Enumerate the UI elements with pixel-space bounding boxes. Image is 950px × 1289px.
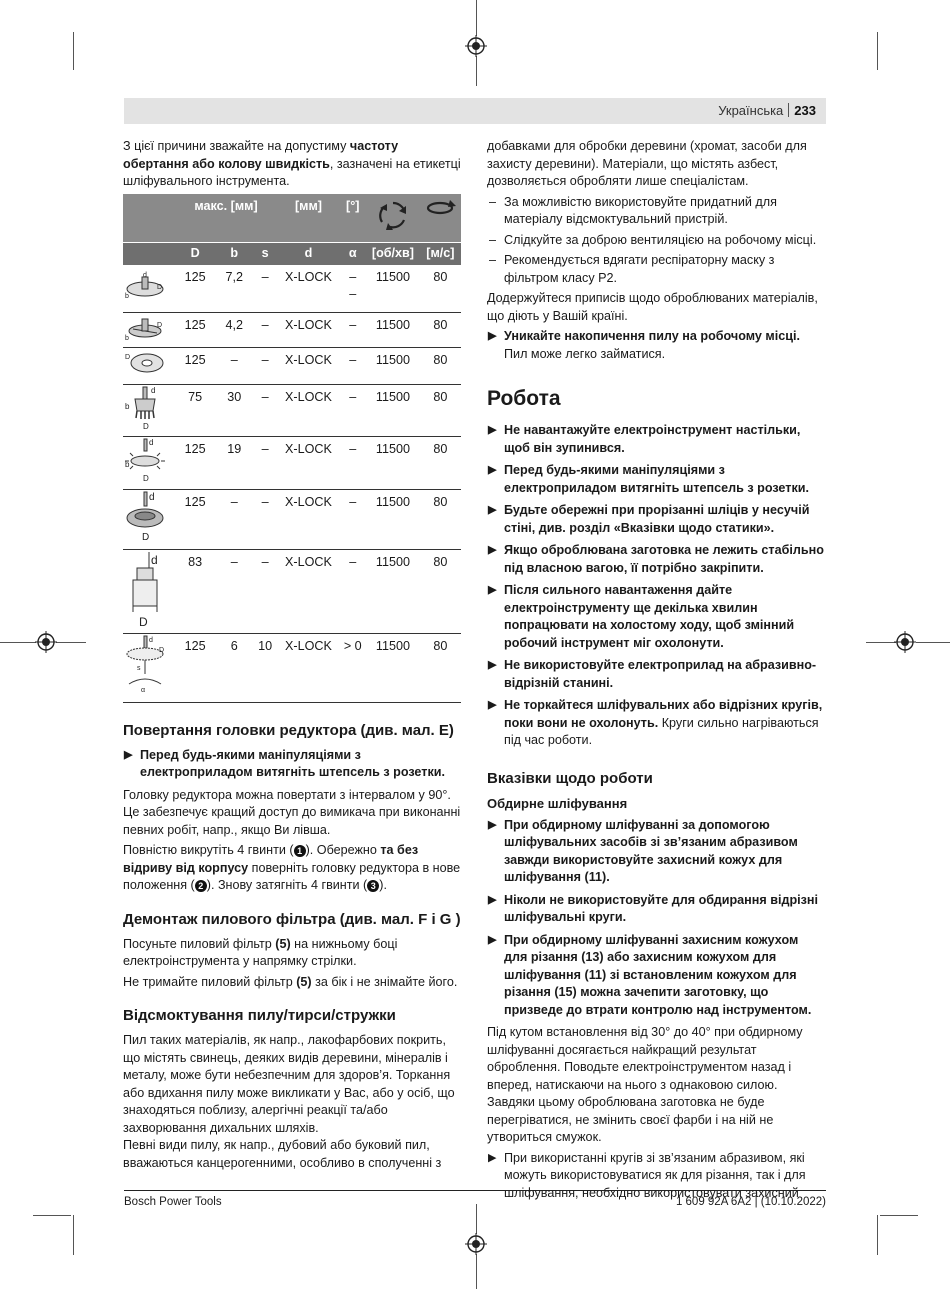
paragraph [123, 842, 461, 895]
grinding-disc-icon [123, 265, 175, 313]
warning-item [487, 422, 825, 457]
svg-text:d: d [151, 385, 156, 395]
section-title-gear-head: Повертання головки редуктора (див. мал. E) [123, 721, 454, 739]
warning-triangle-icon: ▶ [488, 584, 497, 596]
cell-alpha: – [339, 549, 366, 634]
warning-triangle-icon: ▶ [488, 893, 497, 906]
conical-brush-icon [123, 489, 175, 549]
warning-text: Не використовуйте електроприлад на абразивно-відрізній станині. [504, 658, 817, 690]
col-b: b [216, 242, 253, 265]
cell-ms: 80 [420, 549, 461, 634]
cell-D: 125 [175, 634, 216, 703]
cell-rpm: 11500 [366, 313, 420, 348]
warning-triangle-icon: ▶ [488, 424, 497, 436]
table-row [123, 384, 461, 437]
cell-D: 125 [175, 265, 216, 313]
paragraph [123, 936, 461, 971]
cell-b: 6 [216, 634, 253, 703]
warning-text: Перед будь-якими маніпуляціями з електропpиладом витягніть штепсель з розетки. [504, 463, 809, 495]
warning-text: Після сильного навантаження дайте електроінструменту ще декілька хвилин попрацювати на холостому ходу, щоб змінний робочий інструмент міг охолонути. [504, 583, 795, 650]
paragraph: Певні види пилу, як напр., дубовий або буковий пил, вважаються канцерогенними, особливо в сполученні з [123, 1138, 442, 1170]
crop-mark [0, 642, 36, 643]
table-row [123, 347, 461, 384]
table-row [123, 489, 461, 549]
table-row [123, 549, 461, 634]
crop-mark [866, 642, 896, 643]
crop-mark [33, 1215, 71, 1216]
warning-item [487, 657, 825, 692]
col-ms: [м/с] [420, 242, 461, 265]
col-alpha: α [339, 242, 366, 265]
svg-text:D: D [159, 647, 165, 654]
cup-brush-icon [123, 384, 175, 437]
cell-d: X-LOCK [278, 384, 340, 437]
svg-text:α: α [141, 687, 146, 694]
warning-item [123, 747, 461, 782]
page-header [124, 98, 826, 124]
text: ). Знову затягніть 4 гвинти ( [206, 878, 368, 892]
cell-b: 7,2 [216, 265, 253, 313]
crop-mark [476, 0, 477, 36]
cell-ms: 80 [420, 437, 461, 490]
flap-disc-icon [123, 313, 175, 348]
cell-D: 125 [175, 437, 216, 490]
warning-item [487, 542, 825, 577]
cell-alpha: – [339, 489, 366, 549]
paragraph: Під кутом встановлення від 30° до 40° при обдирному шліфуванні досягається найкращий результат оброблення. Поводьте електроінструментом назад і вперед, натискаючи на нього з однаковою силою. Завдяки цьому оброблювана заготовка не буде перегріватися, не змінить своєї фарби і на ній не утвориться смужок. [487, 1025, 803, 1144]
cell-ms: 80 [420, 313, 461, 348]
col-rpm: [об/хв] [366, 242, 420, 265]
intro-text: З цієї причини зважайте на допустиму [123, 139, 350, 153]
text-bold: (5) [296, 974, 312, 989]
intro-text-end: , зазначені на етикетці шліфувального інструмента. [123, 156, 461, 188]
text: за бік і не знімайте його. [311, 974, 458, 989]
footer-publisher: Bosch Power Tools [124, 1196, 222, 1208]
registration-mark-icon [465, 1233, 487, 1255]
cell-s: 10 [253, 634, 278, 703]
header-mm: [мм] [278, 194, 340, 243]
text-bold: та без відриву від корпусу [123, 843, 419, 875]
warning-triangle-icon: ▶ [488, 464, 497, 476]
cell-alpha: – [339, 313, 366, 348]
left-column [123, 138, 461, 1175]
warning-text: Не торкайтеся шліфувальних або відрізних кругів, поки вони не охолонуть. [504, 698, 823, 730]
table-row [123, 265, 461, 313]
registration-mark-icon [35, 631, 57, 653]
list-item-text: Слідкуйте за доброю вентиляцією на робочому місці. [504, 232, 817, 247]
cell-rpm: 11500 [366, 265, 420, 313]
cell-b: 30 [216, 384, 253, 437]
text-bold: (5) [275, 936, 291, 951]
warning-item [487, 502, 825, 537]
crop-mark [56, 642, 86, 643]
warning-item [487, 817, 825, 887]
cell-rpm: 11500 [366, 384, 420, 437]
svg-text:D: D [142, 532, 150, 543]
text: Посуньте пиловий фільтр [123, 936, 276, 951]
warning-item [487, 697, 825, 750]
section-title-dust-extraction: Відсмоктування пилу/тирси/стружки [123, 1007, 396, 1024]
cell-b: 4,2 [216, 313, 253, 348]
intro-paragraph [123, 138, 461, 191]
core-bit-icon [123, 549, 175, 634]
crop-mark [916, 642, 950, 643]
crop-mark [476, 56, 477, 86]
callout-number: 2 [195, 880, 207, 892]
svg-text:d: d [149, 438, 154, 447]
paragraph: добавками для обробки деревини (хромат, засоби для захисту деревини). Матеріали, що містять азбест, дозволяється обробляти лише спеціалістам. [487, 139, 807, 188]
callout-number: 1 [294, 845, 306, 857]
paragraph [123, 974, 461, 992]
svg-text:D: D [157, 322, 163, 329]
header-degree: [°] [339, 194, 366, 243]
warning-text: При обдирному шліфуванні захисним кожухом для різання (13) або захисним кожухом для шліфування (11) зі встановленим кожухом для різання (15) можна зачепити заготовку, що призведе до втрати контролю над інструментом. [504, 932, 812, 1017]
section-title-work-tips: Вказівки щодо роботи [487, 769, 653, 787]
list-item: – За можливістю використовуйте придатний для матеріалу відсмоктувальний пристрій. [489, 194, 777, 226]
svg-text:s: s [137, 665, 141, 672]
svg-text:b: b [125, 292, 129, 300]
right-column [487, 138, 825, 1207]
cell-ms: 80 [420, 489, 461, 549]
warning-text: При використанні кругів зі зв’язаним абразивом, які можуть використовуватися як для різання, так і для шліфування, необхідно використовувати захисний [504, 1150, 806, 1200]
cell-d: X-LOCK [278, 549, 340, 634]
text: на нижньому боці електроінструмента у напрямку стрілки. [123, 936, 398, 968]
cell-b: 19 [216, 437, 253, 490]
list-item: – Слідкуйте за доброю вентиляцією на робочому місці. [489, 232, 817, 247]
warning-text: Будьте обережні при прорізанні шліців у несучій стіні, див. розділ «Вказівки щодо статики». [504, 503, 810, 535]
warning-triangle-icon: ▶ [488, 504, 497, 516]
paragraph: Головку редуктора можна повертати з інтервалом у 90°. Це забезпечує кращий доступ до вимикача при виконанні певних робіт, напр., якщо Ви лівша. [123, 787, 461, 837]
wire-wheel-icon [123, 437, 175, 490]
crop-mark [880, 1215, 918, 1216]
cell-b: – [216, 549, 253, 634]
header-label [718, 102, 816, 120]
table-subheader-row [123, 242, 461, 265]
warning-triangle-icon: ▶ [488, 544, 497, 556]
crop-mark [73, 1215, 74, 1255]
footer-doc-id: 1 609 92A 6A2 | (10.10.2022) [675, 1196, 826, 1208]
col-d: d [278, 242, 340, 265]
warning-triangle-icon: ▶ [124, 748, 133, 761]
warning-triangle-icon: ▶ [488, 330, 497, 342]
svg-text:b: b [125, 335, 129, 341]
cell-D: 125 [175, 313, 216, 348]
cell-ms: 80 [420, 634, 461, 703]
cell-s: – [253, 549, 278, 634]
section-title-dust-filter: Демонтаж пилового фільтра (див. мал. F і G ) [123, 910, 461, 928]
svg-text:D: D [143, 421, 149, 431]
diamond-blade-icon [123, 634, 175, 703]
table-row [123, 313, 461, 348]
warning-text: Перед будь-якими маніпуляціями з електроприладом витягніть штепсель з розетки. [140, 747, 445, 779]
page-footer [124, 1190, 826, 1208]
warning-text: Не навантажуйте електроінструмент настільки, щоб він зупинився. [504, 423, 801, 455]
subsection-title-rough-grinding: Обдирне шліфування [487, 795, 628, 811]
warning-item [487, 582, 825, 652]
callout-number: 3 [367, 880, 379, 892]
warning-text: Якщо оброблювана заготовка не лежить стабільно під власною вагою, її потрібно закріпити. [504, 543, 824, 575]
cell-b: – [216, 347, 253, 384]
warning-triangle-icon: ▶ [488, 699, 497, 711]
list-item-text: Рекомендується вдягати респіраторну маску з фільтром класу P2. [504, 253, 775, 285]
crop-mark [73, 32, 74, 70]
warning-triangle-icon: ▶ [488, 1151, 497, 1164]
warning-item [487, 892, 825, 927]
page-number: 233 [794, 103, 816, 118]
cell-alpha: > 0 [339, 634, 366, 703]
cell-ms: 80 [420, 347, 461, 384]
section-title-operation: Робота [487, 387, 561, 410]
text: Повністю викрутіть 4 гвинти ( [123, 843, 294, 857]
svg-text:D: D [157, 283, 163, 291]
table-row [123, 437, 461, 490]
cell-rpm: 11500 [366, 489, 420, 549]
svg-text:b: b [125, 460, 130, 469]
warning-item [487, 462, 825, 497]
list-item: – Рекомендується вдягати респіраторну маску з фільтром класу P2. [489, 253, 775, 285]
paragraph: Додержуйтеся приписів щодо оброблюваних матеріалів, що діють у Вашій країні. [487, 291, 818, 323]
svg-text:D: D [143, 474, 149, 483]
cell-s: – [253, 437, 278, 490]
warning-item [487, 328, 825, 363]
cell-d: X-LOCK [278, 437, 340, 490]
cell-rpm: 11500 [366, 437, 420, 490]
warning-triangle-icon: ▶ [488, 818, 497, 831]
warning-text-normal: Круги сильно нагріваються під час роботи. [504, 715, 819, 747]
table-row [123, 634, 461, 703]
crop-mark [476, 1204, 477, 1234]
rotation-speed-icon [366, 194, 420, 243]
cell-d: X-LOCK [278, 347, 340, 384]
cell-s: – [253, 384, 278, 437]
peripheral-speed-icon [420, 194, 461, 243]
cell-b: – [216, 489, 253, 549]
fibre-disc-icon [123, 347, 175, 384]
cell-d: X-LOCK [278, 313, 340, 348]
warning-text: Ніколи не використовуйте для обдирання відрізні шліфувальні круги. [504, 892, 819, 924]
cell-s: – [253, 347, 278, 384]
text: Не тримайте пиловий фільтр [123, 974, 297, 989]
cell-D: 75 [175, 384, 216, 437]
cell-d: X-LOCK [278, 634, 340, 703]
col-D: D [175, 242, 216, 265]
cell-D: 83 [175, 549, 216, 634]
cell-ms: 80 [420, 384, 461, 437]
cell-alpha: – – [339, 265, 366, 313]
text: ). Обережно [305, 843, 381, 857]
cell-alpha: – [339, 347, 366, 384]
svg-text:b: b [125, 401, 130, 411]
cell-rpm: 11500 [366, 549, 420, 634]
col-s: s [253, 242, 278, 265]
list-item-text: За можливістю використовуйте придатний для матеріалу відсмоктувальний пристрій. [504, 194, 777, 226]
tool-spec-table [123, 194, 461, 703]
registration-mark-icon [465, 35, 487, 57]
warning-item [487, 932, 825, 1020]
warning-text: Уникайте накопичення пилу на робочому місці. [504, 329, 800, 343]
text: ). [379, 878, 387, 892]
cell-d: X-LOCK [278, 265, 340, 313]
cell-rpm: 11500 [366, 347, 420, 384]
cell-s: – [253, 265, 278, 313]
cell-alpha: – [339, 437, 366, 490]
svg-text:D: D [125, 353, 131, 361]
intro-bold: частоту обертання або колову швидкість [123, 139, 399, 171]
cell-s: – [253, 489, 278, 549]
header-max-mm: макс. [мм] [175, 194, 278, 243]
svg-text:d: d [149, 637, 153, 644]
cell-ms: 80 [420, 265, 461, 313]
registration-mark-icon [894, 631, 916, 653]
warning-triangle-icon: ▶ [488, 933, 497, 946]
cell-D: 125 [175, 347, 216, 384]
crop-mark [877, 1215, 878, 1255]
svg-text:D: D [139, 614, 148, 628]
table-header-row [123, 194, 461, 243]
text: поверніть головку редуктора в нове положення ( [123, 860, 461, 892]
warning-text-normal: Пил може легко займатися. [504, 346, 666, 361]
svg-text:d: d [149, 492, 155, 504]
header-language: Українська [718, 103, 784, 118]
warning-triangle-icon: ▶ [488, 659, 497, 671]
cell-d: X-LOCK [278, 489, 340, 549]
cell-s: – [253, 313, 278, 348]
crop-mark [476, 1254, 477, 1289]
warning-text: При обдирному шліфуванні за допомогою шліфувальних засобів зі зв’язаним абразивом завжди використовуйте захисний кожух для шліфування (11). [504, 817, 798, 884]
cell-rpm: 11500 [366, 634, 420, 703]
crop-mark [877, 32, 878, 70]
svg-text:d: d [143, 271, 147, 279]
cell-D: 125 [175, 489, 216, 549]
paragraph: Пил таких матеріалів, як напр., лакофарбових покрить, що містять свинець, деяких видів деревини, мінералів і металу, може бути небезпечним для здоров’я. Торкання або вдихання пилу може викликати у Вас, або у осіб, що знаходяться поблизу, алергічні реакції та/або захворювання дихальних шляхів. [123, 1033, 455, 1135]
svg-text:d: d [151, 552, 158, 567]
cell-alpha: – [339, 384, 366, 437]
